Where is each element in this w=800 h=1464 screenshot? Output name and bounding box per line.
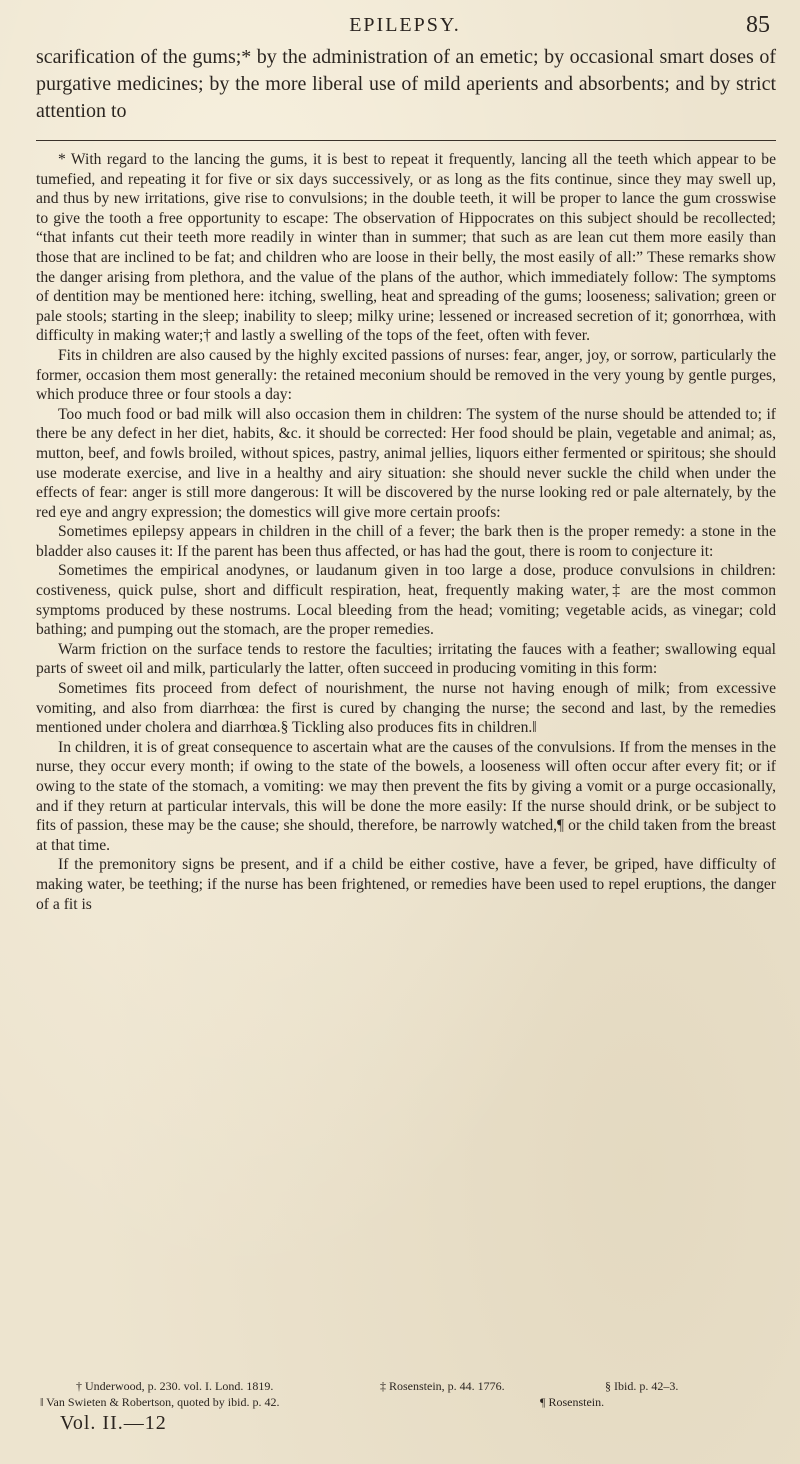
footnote-paragraph: In children, it is of great consequence to ascertain what are the causes of the convulsions. If from the menses in the nurse, they occur every month; if owing to the state of the bowels, a looseness will often occur after every fit; or if owing to the state of the stomach, a vomiting: we may then prevent the fits by giving a vomit or a purge occasionally, and if they return at particular intervals, this will be done the more easily: If the nurse should drink, or be subject to fits of passion, these may be the cause; she should, therefore, be narrowly watched,¶ or the child taken from the breast at that time. [36,738,776,854]
footnote-paragraph: Sometimes epilepsy appears in children in the chill of a fever; the bark then is the proper remedy: a stone in the bladder also causes it: If the parent has been thus affected, or has had the gout, there is room to conjecture it: [36,523,776,560]
volume-signature: Vol. II.—12 [60,1412,167,1434]
footnote-text [36,150,776,914]
footnote-divider [36,140,776,141]
footnote-paragraph: Sometimes the empirical anodynes, or laudanum given in too large a dose, produce convulsions in children: costiveness, quick pulse, short and difficult respiration, heat, frequently making water,‡ are the most common symptoms produced by these nostrums. Local bleeding from the head; vomiting; vegetable acids, as vinegar; cold bathing; and pumping out the stomach, are the proper remedies. [36,562,776,639]
footnote-paragraph: Too much food or bad milk will also occasion them in children: The system of the nurse should be attended to; if there be any defect in her diet, habits, &c. it should be corrected: Her food should be plain, vegetable and animal; as, mutton, beef, and fowls broiled, without spices, pastry, animal jellies, liquors either fermented or spiritous; she should use moderate exercise, and live in a healthy and airy situation: she should never suckle the child when under the effects of fear: anger is still more dangerous: It will be discovered by the nurse looking red or pale alternately, by the red eye and angry expression; the domestics will give more certain proofs: [36,405,776,521]
footnote-paragraph: Warm friction on the surface tends to restore the faculties; irritating the fauces with a feather; swallowing equal parts of sweet oil and milk, particularly the latter, often succeed in producing vomiting in this form: [36,640,776,678]
body-text: scarification of the gums;* by the administration of an emetic; by occasional smart doses of purgative medicines; by the more liberal use of mild aperients and absorbents; and by strict attention to [36,46,776,122]
footnote-paragraph: * With regard to the lancing the gums, it is best to repeat it frequently, lancing all the teeth which appear to be tumefied, and repeating it for five or six days successively, or as long as the fits continue, since they may swell up, and thus by new irritations, give rise to convulsions; in the double teeth, it will be proper to lance the gum crosswise to give the tooth a free opportunity to escape: The observation of Hippocrates on this subject should be recollected; “that infants cut their teeth more readily in winter than in summer; that such as are lean cut them more easily than those that are inclined to be fat; and children who are loose in their belly, the most easily of all:” These remarks show the danger arising from plethora, and the value of the plans of the author, which immediately follow: The symptoms of dentition may be mentioned here: itching, swelling, heat and spreading of the gums; looseness; salivation; green or pale stools; starting in the sleep; inability to sleep; milky urine; lessened or increased secretion of it; gonorrhœa, with difficulty in making water;† and lastly a swelling of the tops of the feet, often with fever. [36,151,776,345]
reference-note: † Underwood, p. 230. vol. I. Lond. 1819. [76,1379,274,1393]
reference-row [40,1394,780,1410]
reference-notes [40,1378,780,1410]
footnote-paragraph: Sometimes fits proceed from defect of nourishment, the nurse not having enough of milk; from excessive vomiting, and also from diarrhœa: the first is cured by changing the nurse; the second and last, by the remedies mentioned under cholera and diarrhœa.§ Tickling also produces fits in children.‖ [36,680,776,737]
reference-note: ‖ Van Swieten & Robertson, quoted by ibid. p. 42. [40,1395,280,1409]
running-title: EPILEPSY. [349,14,461,36]
page-header [40,0,770,40]
page-number: 85 [746,12,770,38]
reference-note: ¶ Rosenstein. [540,1395,605,1409]
reference-note: § Ibid. p. 42–3. [605,1379,679,1393]
reference-row [40,1378,780,1394]
footnote-paragraph: If the premonitory signs be present, and if a child be either costive, have a fever, be griped, have difficulty of making water, be teething; if the nurse has been frightened, or remedies have been used to repel eruptions, the danger of a fit is [36,856,776,913]
reference-note: ‡ Rosenstein, p. 44. 1776. [380,1379,505,1393]
footnote-paragraph: Fits in children are also caused by the highly excited passions of nurses: fear, anger, joy, or sorrow, particularly the former, occasion them most generally: the retained meconium should be removed in the very young by gentle purges, which produce three or four stools a day: [36,346,776,404]
